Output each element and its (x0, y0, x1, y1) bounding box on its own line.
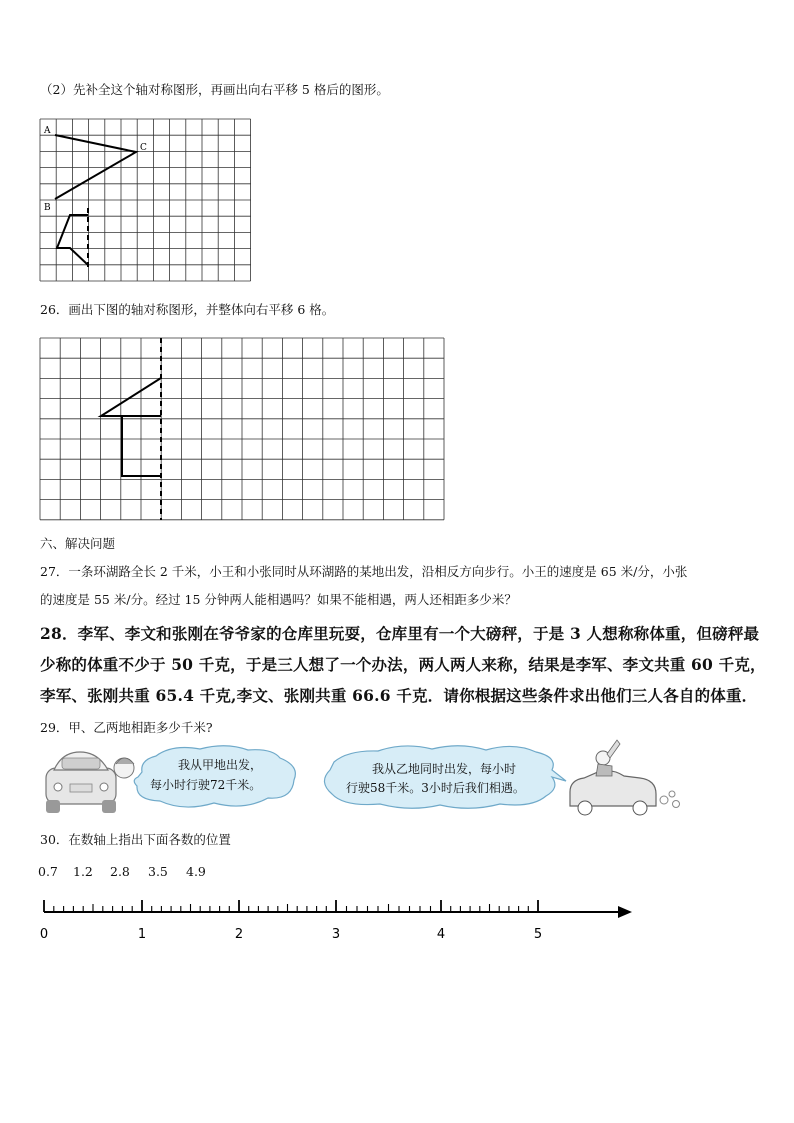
q25-label-b: B (44, 203, 51, 213)
axis-label-2: 2 (234, 927, 244, 942)
q28-line3: 李军、张刚共重 65.4 千克,李文、张刚共重 66.6 千克．请你根据这些条件求出他们三人各自的体重． (40, 686, 758, 705)
bubble-left-line2: 每小时行驶72千米。 (150, 778, 262, 792)
q25-label-a: A (44, 126, 51, 136)
q30-number-4: 4.9 (186, 864, 206, 879)
q27-line1: 27．一条环湖路全长 2 千米，小王和小张同时从环湖路的某地出发，沿相反方向步行。小王的速度是 65 米/分，小张 (40, 564, 688, 579)
axis-label-0: 0 (39, 927, 49, 942)
q30-number-1: 1.2 (73, 864, 93, 879)
axis-label-3: 3 (331, 927, 341, 942)
q26-instruction: 26．画出下图的轴对称图形，并整体向右平移 6 格。 (40, 302, 335, 317)
section-six-title: 六、解决问题 (40, 536, 116, 551)
q28-line1: 28．李军、李文和张刚在爷爷家的仓库里玩耍，仓库里有一个大磅秤，于是 3 人想称称体重，但磅秤最 (40, 624, 760, 643)
q30-number-2: 2.8 (110, 864, 130, 879)
axis-label-1: 1 (137, 927, 147, 942)
q30-instruction: 30．在数轴上指出下面各数的位置 (40, 832, 231, 847)
q25-part2-instruction: （2）先补全这个轴对称图形，再画出向右平移 5 格后的图形。 (40, 82, 389, 97)
bubble-right-line1: 我从乙地同时出发，每小时 (372, 762, 517, 776)
bubble-left-line1: 我从甲地出发， (178, 758, 263, 772)
axis-label-5: 5 (533, 927, 543, 942)
number-line-ticks (44, 900, 538, 912)
q27-line2: 的速度是 55 米/分。经过 15 分钟两人能相遇吗？如果不能相遇，两人还相距多少米？ (40, 592, 517, 607)
q30-number-3: 3.5 (148, 864, 168, 879)
bubble-right-line2: 行驶58千米。3小时后我们相遇。 (346, 781, 525, 795)
q29-question: 29．甲、乙两地相距多少千米? (40, 720, 213, 735)
q28-line2: 少称的体重不少于 50 千克，于是三人想了一个办法，两人两人来称，结果是李军、李文共重 60 千克， (40, 655, 766, 674)
number-line-arrow-icon (618, 906, 632, 918)
q30-number-0: 0.7 (38, 864, 58, 879)
axis-label-4: 4 (436, 927, 446, 942)
q25-label-c: C (140, 143, 147, 153)
